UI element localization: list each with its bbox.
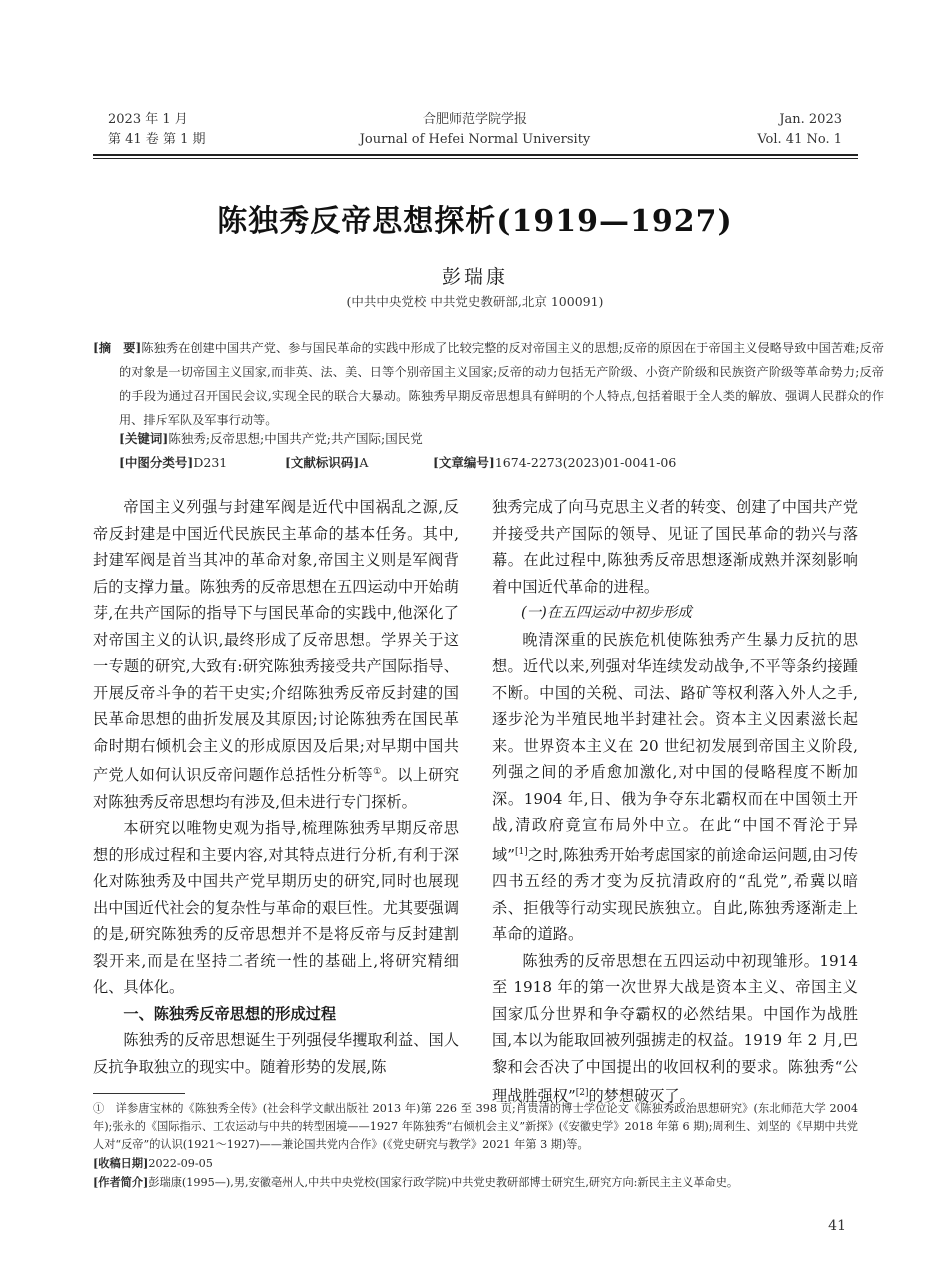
received-value: 2022-09-05 xyxy=(148,1157,213,1170)
issue-date: 2023 年 1 月 xyxy=(108,112,188,127)
classification-line xyxy=(119,452,859,474)
author-name: 彭瑞康 xyxy=(441,266,508,288)
doc-code-value: A xyxy=(359,455,369,470)
journal-name-en: Journal of Hefei Normal University xyxy=(359,132,591,147)
clc-value: D231 xyxy=(193,455,228,470)
clc-label: [中图分类号] xyxy=(119,455,194,470)
author-bio xyxy=(93,1173,858,1192)
article-no-value: 1674-2273(2023)01-0041-06 xyxy=(494,455,677,470)
footnote-ref[interactable]: ① xyxy=(373,767,382,777)
paragraph: 晚清深重的民族危机使陈独秀产生暴力反抗的思想。近代以来,列强对华连续发动战争,不平等条约接踵不断。中国的关税、司法、路矿等权利落入外人之手,逐步沦为半殖民地半封建社会。资本主义因素滋长起来。世界资本主义在 20 世纪初发展到帝国主义阶段,列强之间的矛盾愈加激化,对中国的侵略程度不断加深。1904 年,日、俄为争夺东北霸权而在中国领土开战,清政府竟宣布局外中立。在此“中国不胥沦于异域”[1]之时,陈独秀开始考虑国家的前途命运问题,由习传四书五经的秀才变为反抗清政府的“乱党”,希冀以暗杀、拒俄等行动实现民族独立。自此,陈独秀逐渐走上革命的道路。 xyxy=(492,630,859,944)
section-heading: 一、陈独秀反帝思想的形成过程 xyxy=(123,1004,337,1023)
paragraph: 帝国主义列强与封建军阀是近代中国祸乱之源,反帝反封建是中国近代民族民主革命的基本任务。其中,封建军阀是首当其冲的革命对象,帝国主义则是军阀背后的支撑力量。陈独秀的反帝思想在五四运动中开始萌芽,在共产国际的指导下与国民革命的实践中,他深化了对帝国主义的认识,最终形成了反帝思想。学界关于这一专题的研究,大致有:研究陈独秀接受共产国际指导、开展反帝斗争的若干史实;介绍陈独秀反帝反封建的国民革命思想的曲折发展及其原因;讨论陈独秀在国民革命时期右倾机会主义的形成原因及后果;对早期中国共产党人如何认识反帝问题作总括性分析等①。以上研究对陈独秀反帝思想均有涉及,但未进行专门探析。 xyxy=(93,498,460,811)
abstract-text: 陈独秀在创建中国共产党、参与国民革命的实践中形成了比较完整的反对帝国主义的思想;反帝的原因在于帝国主义侵略导致中国苦难;反帝的对象是一切帝国主义国家,而非英、法、美、日等个别帝国主义国家;反帝的动力包括无产阶级、小资产阶级和民族资产阶级等革命势力;反帝的手段为通过召开国民会议,实现全民的联合大暴动。陈独秀早期反帝思想具有鲜明的个人特点,包括着眼于全人类的解放、强调人民群众的作用、排斥军队及军事行动等。 xyxy=(119,341,884,427)
footnotes xyxy=(93,1100,858,1192)
citation-ref[interactable]: [2] xyxy=(575,1088,589,1099)
bio-text: 彭瑞康(1995—),男,安徽亳州人,中共中央党校(国家行政学院)中共党史教研部博士研究生,研究方向:新民主主义革命史。 xyxy=(148,1176,739,1189)
abstract-label: [摘 要] xyxy=(93,341,142,355)
paragraph: 独秀完成了向马克思主义者的转变、创建了中国共产党并接受共产国际的领导、见证了国民革命的勃兴与落幕。在此过程中,陈独秀反帝思想逐渐成熟并深刻影响着中国近代革命的进程。 xyxy=(492,498,858,596)
abstract xyxy=(93,336,884,432)
journal-name-cn: 合肥师范学院学报 xyxy=(422,112,527,127)
citation-ref[interactable]: [1] xyxy=(515,846,528,857)
keywords xyxy=(119,428,423,450)
article-title: 陈独秀反帝思想探析(1919—1927) xyxy=(217,204,733,239)
page-number: 41 xyxy=(828,1218,846,1234)
header-rule-thin xyxy=(93,158,858,159)
keywords-label: [关键词] xyxy=(119,431,169,446)
volume-issue-en: Vol. 41 No. 1 xyxy=(757,132,842,147)
body-left-column xyxy=(93,494,459,1080)
header-rule xyxy=(93,154,858,156)
volume-issue: 第 41 卷 第 1 期 xyxy=(108,132,206,147)
journal-date-volume-en xyxy=(757,110,842,150)
subsection-heading: (一)在五四运动中初步形成 xyxy=(521,605,692,621)
keywords-text: 陈独秀;反帝思想;中国共产党;共产国际;国民党 xyxy=(168,431,423,446)
issue-date-en: Jan. 2023 xyxy=(779,112,842,127)
doc-code-label: [文献标识码] xyxy=(285,455,360,470)
received-date xyxy=(93,1154,858,1173)
author-affiliation: (中共中央党校 中共党史教研部,北京 100091) xyxy=(346,294,604,309)
bio-label: [作者简介] xyxy=(93,1175,149,1189)
footnote-1: ① 详参唐宝林的《陈独秀全传》(社会科学文献出版社 2013 年)第 226 至 398 页;肖贵清的博士学位论文《陈独秀政治思想研究》(东北师范大学 2004 年);张永的《国际指示、工农运动与中共的转型困境——1927 年陈独秀“右倾机会主义”新探》(《安徽史学》2018 年第 6 期);周利生、刘坚的《早期中共党人对“反帝”的认识(1921～1927)——兼论国共党内合作》(《党史研究与教学》2021 年第 3 期)等。 xyxy=(93,1102,858,1151)
received-label: [收稿日期] xyxy=(93,1156,149,1170)
paragraph: 陈独秀的反帝思想诞生于列强侵华攫取利益、国人反抗争取独立的现实中。随着形势的发展,陈 xyxy=(93,1031,459,1076)
paragraph: 本研究以唯物史观为指导,梳理陈独秀早期反帝思想的形成过程和主要内容,对其特点进行分析,有利于深化对陈独秀及中国共产党早期历史的研究,同时也展现出中国近代社会的复杂性与革命的艰巨性。尤其要强调的是,研究陈独秀的反帝思想并不是将反帝与反封建割裂开来,而是在坚持二者统一性的基础上,将研究精细化、具体化。 xyxy=(93,819,459,997)
article-no-label: [文章编号] xyxy=(433,455,495,470)
body-right-column xyxy=(492,494,858,1110)
paragraph: 陈独秀的反帝思想在五四运动中初现雏形。1914 至 1918 年的第一次世界大战是资本主义、帝国主义国家瓜分世界和争夺霸权的必然结果。中国作为战胜国,本以为能取回被列强掳走的权益。1919 年 2 月,巴黎和会否决了中国提出的收回权利的要求。陈独秀“公理战胜强权”[2]的梦想破灭了。 xyxy=(492,951,858,1106)
footnote-rule xyxy=(93,1093,185,1094)
